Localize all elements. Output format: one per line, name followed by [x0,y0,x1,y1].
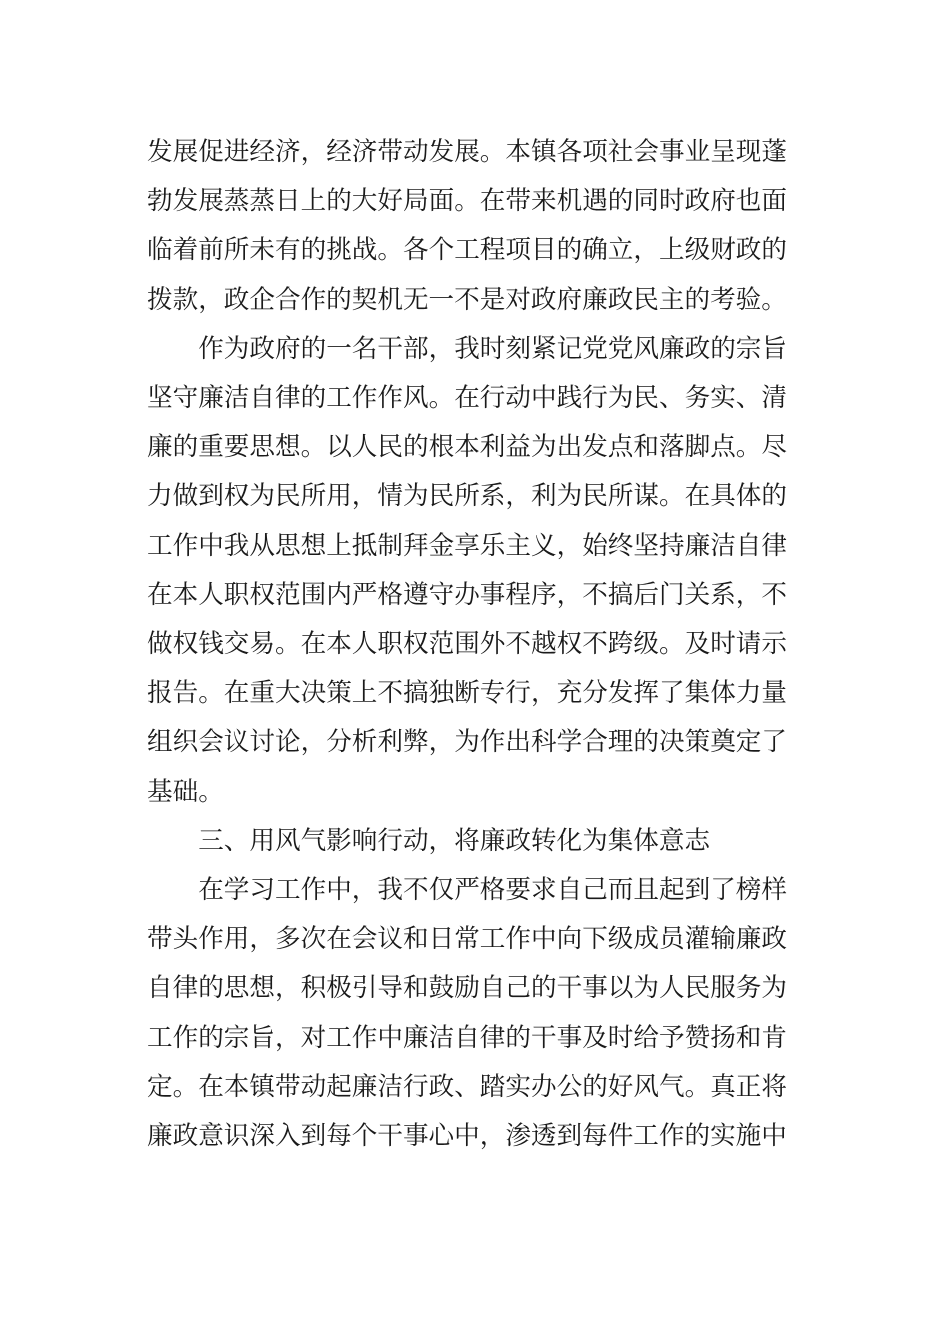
section-heading-three: 三、用风气影响行动，将廉政转化为集体意志 [198,825,711,856]
document-body [147,128,787,1161]
paragraph-cadre-integrity: 作为政府的一名干部，我时刻紧记党党风廉政的宗旨坚守廉洁自律的工作作风。在行动中践行为民、务实、清廉的重要思想。以人民的根本利益为出发点和落脚点。尽力做到权为民所用，情为民所系，利为民所谋。在具体的工作中我从思想上抵制拜金享乐主义，始终坚持廉洁自律在本人职权范围内严格遵守办事程序，不搞后门关系，不做权钱交易。在本人职权范围外不越权不跨级。及时请示报告。在重大决策上不搞独断专行，充分发挥了集体力量组织会议讨论，分析利弊，为作出科学合理的决策奠定了基础。 [147,333,787,807]
paragraph-continuation: 发展促进经济，经济带动发展。本镇各项社会事业呈现蓬勃发展蒸蒸日上的大好局面。在带来机遇的同时政府也面临着前所未有的挑战。各个工程项目的确立，上级财政的拨款，政企合作的契机无一不是对政府廉政民主的考验。 [147,137,787,315]
paragraph-leading-example: 在学习工作中，我不仅严格要求自己而且起到了榜样带头作用，多次在会议和日常工作中向下级成员灌输廉政自律的思想，积极引导和鼓励自己的干事以为人民服务为工作的宗旨，对工作中廉洁自律的干事及时给予赞扬和肯定。在本镇带动起廉洁行政、踏实办公的好风气。真正将廉政意识深入到每个干事心中，渗透到每件工作的实施中 [147,875,787,1152]
